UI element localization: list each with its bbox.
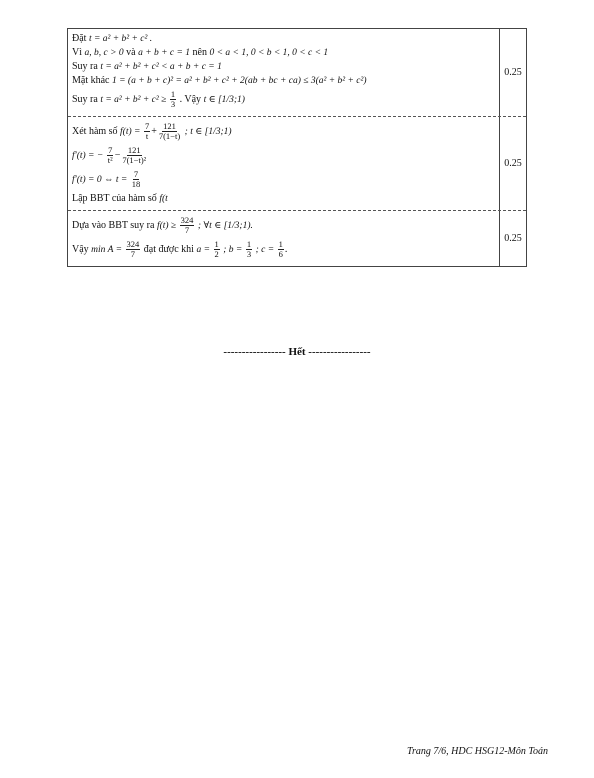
step-line (72, 32, 495, 46)
step-text: Vì (72, 47, 82, 58)
fraction-numerator: 121 (127, 145, 141, 156)
fraction (278, 240, 284, 259)
step-text: Xét hàm số (72, 126, 118, 137)
solution-content (68, 117, 500, 210)
math-expression: ; b = (223, 245, 243, 255)
step-text: nên (192, 47, 207, 58)
math-expression: f(t) = (120, 127, 141, 137)
fraction-numerator: 7 (144, 121, 150, 132)
fraction-numerator: 1 (214, 239, 219, 250)
page-footer: Trang 7/6, HDC HSG12-Môn Toán (406, 746, 548, 757)
score-cell: 0.25 (504, 158, 522, 169)
step-text: Lập BBT của hàm số (72, 193, 157, 204)
fraction-numerator: 324 (180, 215, 194, 226)
solution-content (68, 29, 500, 116)
fraction-numerator: 1 (278, 239, 283, 250)
end-marker: ----------------- Hết ----------------- (223, 346, 371, 358)
fraction-numerator: 1 (170, 89, 176, 100)
math-expression: a = (196, 245, 210, 255)
step-line (72, 168, 495, 192)
step-line (72, 214, 495, 238)
math-expression: 0 < a < 1, 0 < b < 1, 0 < c < 1 (209, 48, 329, 58)
fraction (107, 146, 114, 165)
step-text: Suy ra (72, 61, 98, 72)
math-expression: f′(t) = − (72, 151, 104, 161)
step-line: Vậy min A = $\frac{324}{7}$ đạt được khi a = $\frac{1}{2}$ ; b = $\frac{1}{3}$ ; c = $\frac{1}{6}$ . (72, 239, 288, 260)
fraction (158, 122, 181, 141)
fraction (170, 90, 176, 109)
math-expression: t ∈ [1/3;1) (203, 95, 245, 105)
solution-table (67, 28, 527, 267)
fraction-denominator: 7(1−t)² (122, 155, 147, 166)
math-expression: f(t) ≥ (156, 221, 177, 231)
fraction (214, 240, 220, 259)
step-line (72, 88, 495, 112)
fraction (180, 216, 195, 235)
step-text: Suy ra (72, 94, 98, 105)
score-cell: 0.25 (504, 233, 522, 244)
fraction (246, 240, 252, 259)
fraction-numerator: 121 (163, 121, 176, 132)
math-expression: 1 = (a + b + c)² = a² + b² + c² + 2(ab + bc + ca) ≤ 3(a² + b² + c²) (112, 76, 367, 86)
fraction-numerator: 1 (246, 239, 252, 250)
step-line (72, 74, 495, 88)
fraction-denominator: 2 (214, 249, 219, 260)
fraction-denominator: 18 (131, 179, 141, 190)
fraction-denominator: t (145, 131, 149, 142)
step-line (72, 192, 495, 206)
fraction-denominator: 7(1−t) (158, 131, 181, 142)
fraction (121, 146, 147, 165)
step-line (72, 60, 495, 74)
fraction (144, 122, 150, 141)
fraction-numerator: 324 (126, 239, 140, 250)
step-text: Mặt khác (72, 75, 110, 86)
step-text: Dựa vào BBT suy ra (72, 220, 155, 231)
step-text: đạt được khi (143, 244, 194, 255)
math-expression: f′(t) = 0 ⇔ t = (72, 175, 128, 185)
math-expression: min A = (91, 245, 123, 255)
math-expression: t = a² + b² + c² < a + b + c = 1 (100, 62, 222, 72)
math-expression: ; t ∈ [1/3;1) (184, 127, 232, 137)
fraction (131, 170, 142, 189)
math-expression: ; c = (255, 245, 275, 255)
solution-row (68, 29, 526, 117)
step-text: . Vậy (179, 94, 202, 105)
math-expression: a + b + c = 1 (138, 48, 191, 58)
math-expression: t = a² + b² + c² ≥ (100, 95, 167, 105)
solution-content (68, 211, 500, 266)
math-expression: a, b, c > 0 (84, 48, 124, 58)
step-line (72, 46, 495, 60)
fraction-numerator: 7 (133, 169, 139, 180)
fraction (126, 240, 141, 259)
step-line: f′(t) = − $\frac{7}{\text{t²}}$ − $\frac{121}{\text{7(1−t)²}}$ (72, 145, 147, 166)
solution-row (68, 211, 526, 266)
step-text: Đặt (72, 33, 87, 44)
fraction-denominator: t² (107, 155, 113, 166)
solution-row (68, 117, 526, 211)
fraction-denominator: 7 (130, 249, 136, 260)
fraction-denominator: 6 (278, 249, 283, 260)
math-expression: ; ∀t ∈ [1/3;1). (197, 221, 253, 231)
step-line: Xét hàm số f(t) = $\frac{7}{t}$ + $\frac{121}{7(1-t)}$ ; t ∈ [1/3;1) (72, 121, 232, 142)
fraction-numerator: 7 (108, 145, 113, 156)
step-text: Vậy (72, 244, 89, 255)
math-expression: t = a² + b² + c² . (88, 34, 153, 44)
score-cell: 0.25 (504, 67, 522, 78)
step-text: và (126, 47, 136, 58)
math-expression: f(t (159, 194, 168, 204)
fraction-denominator: 7 (184, 225, 190, 236)
fraction-denominator: 3 (170, 99, 176, 110)
fraction-denominator: 3 (246, 249, 252, 260)
